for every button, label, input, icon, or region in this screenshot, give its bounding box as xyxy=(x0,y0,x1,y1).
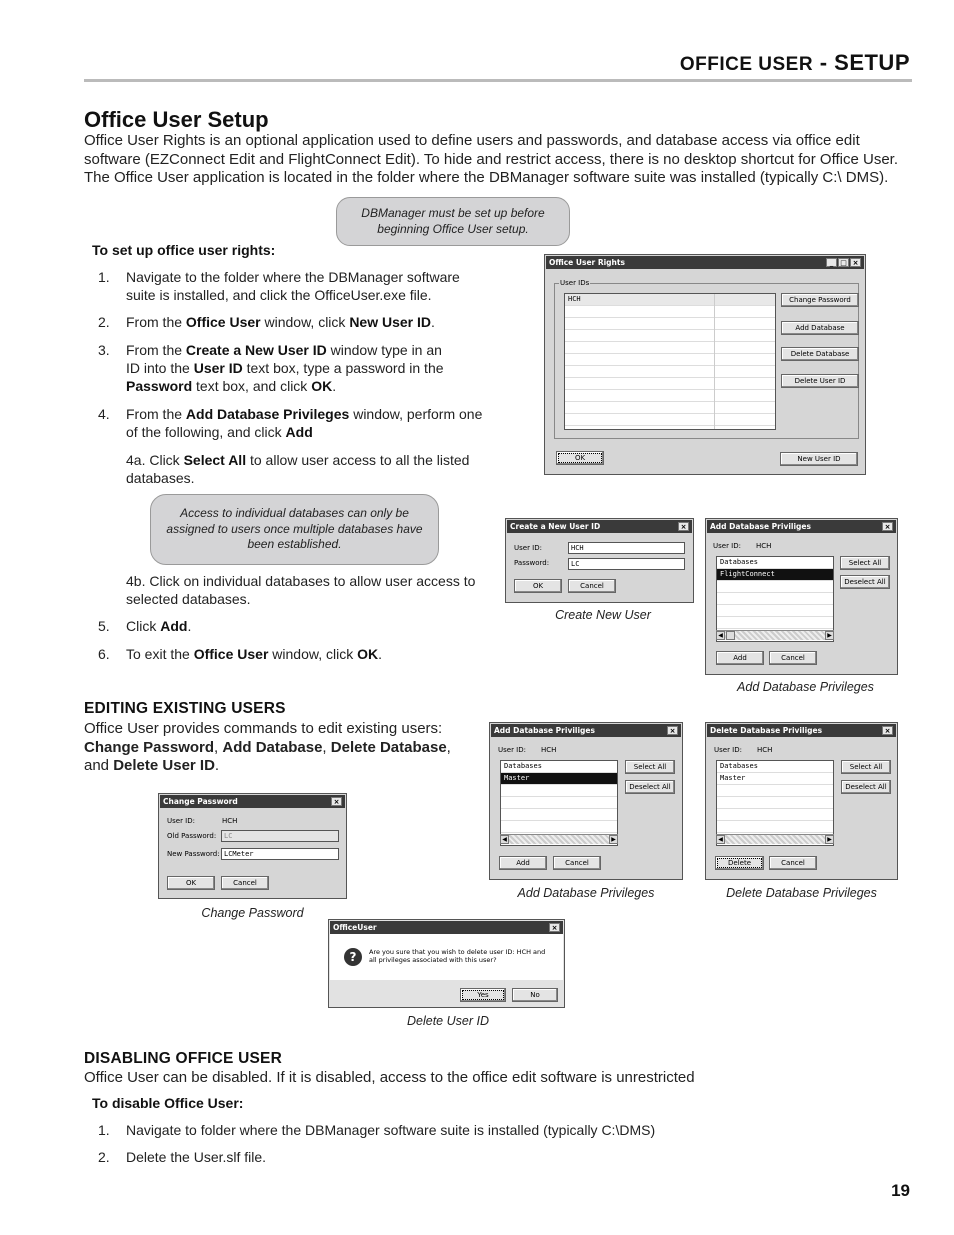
step-text: Navigate to the folder where the DBManager software suite is installed, and click the OfficeUser.exe file. xyxy=(126,269,460,303)
window-title: Add Database Priviliges xyxy=(494,726,595,735)
cancel-button[interactable]: Cancel xyxy=(568,579,616,593)
scroll-right-icon[interactable]: ▶ xyxy=(825,631,834,640)
page-header xyxy=(680,50,910,76)
minimize-icon[interactable]: _ xyxy=(826,258,837,267)
step-text: From the Office User window, click New User ID. xyxy=(126,314,435,330)
horizontal-scrollbar[interactable] xyxy=(716,834,834,844)
ok-button[interactable]: OK xyxy=(556,451,604,465)
header-dash: - xyxy=(819,50,828,75)
window-title: Office User Rights xyxy=(549,258,625,267)
step-4a: 4a. Click Select All to allow user access to all the listed databases. xyxy=(126,452,470,486)
step-text: From the Create a New User ID window type in an ID into the User ID text box, type a password in the Password text box, and click OK. xyxy=(126,342,444,394)
step-text: To exit the Office User window, click OK. xyxy=(126,646,382,662)
list-item[interactable]: Master xyxy=(501,773,617,785)
header-section: OFFICE USER xyxy=(679,54,814,75)
step-number: 3. xyxy=(98,342,110,358)
caption-create-new-user: Create New User xyxy=(555,608,651,622)
user-ids-list[interactable] xyxy=(564,293,776,430)
old-password-label: Old Password: xyxy=(167,832,217,840)
list-item[interactable]: Master xyxy=(717,773,833,785)
step-number: 6. xyxy=(98,646,110,662)
cancel-button[interactable]: Cancel xyxy=(221,876,269,890)
scroll-right-icon[interactable]: ▶ xyxy=(825,835,834,844)
window-title: Add Database Priviliges xyxy=(710,522,811,531)
caption-add-db-privileges-1: Add Database Privileges xyxy=(737,680,874,694)
new-password-field[interactable]: LCMeter xyxy=(221,848,339,860)
change-password-button[interactable]: Change Password xyxy=(781,293,859,307)
cancel-button[interactable]: Cancel xyxy=(769,856,817,870)
step-number: 2. xyxy=(98,1149,110,1165)
old-password-field: LC xyxy=(221,830,339,842)
group-label: User IDs xyxy=(560,279,590,287)
window-titlebar xyxy=(707,724,896,737)
disabling-heading: DISABLING OFFICE USER xyxy=(84,1050,282,1067)
cancel-button[interactable]: Cancel xyxy=(553,856,601,870)
password-field[interactable]: LC xyxy=(568,558,685,570)
office-user-rights-window xyxy=(544,254,866,475)
add-database-button[interactable]: Add Database xyxy=(781,321,859,335)
add-database-privileges-window-2 xyxy=(489,722,683,880)
user-id-value: HCH xyxy=(541,746,557,754)
setup-heading: To set up office user rights: xyxy=(92,242,276,258)
header-title: SETUP xyxy=(834,50,910,75)
window-title: Delete Database Priviliges xyxy=(710,726,823,735)
page-number: 19 xyxy=(891,1181,910,1200)
user-ids-group xyxy=(554,279,859,439)
list-header: Databases xyxy=(717,557,833,569)
cancel-button[interactable]: Cancel xyxy=(769,651,817,665)
window-titlebar xyxy=(507,520,692,533)
step-number: 4. xyxy=(98,406,110,422)
step-4b: 4b. Click on individual databases to allow user access to selected databases. xyxy=(126,573,476,607)
user-id-value: HCH xyxy=(222,817,238,825)
scroll-right-icon[interactable]: ▶ xyxy=(609,835,618,844)
add-database-privileges-window xyxy=(705,518,898,675)
question-icon: ? xyxy=(344,948,362,966)
editing-heading: EDITING EXISTING USERS xyxy=(84,700,286,717)
maximize-icon[interactable]: □ xyxy=(838,258,849,267)
page-title: Office User Setup xyxy=(84,107,269,132)
user-id-label: User ID: xyxy=(713,542,741,550)
window-titlebar xyxy=(546,256,864,269)
deselect-all-button[interactable]: Deselect All xyxy=(841,780,891,794)
window-titlebar xyxy=(707,520,896,533)
delete-database-privileges-window xyxy=(705,722,898,880)
close-icon[interactable]: × xyxy=(882,522,893,531)
list-item[interactable]: FlightConnect xyxy=(717,569,833,581)
step-number: 1. xyxy=(98,1122,110,1138)
user-id-label: User ID: xyxy=(498,746,526,754)
setup-note: DBManager must be set up before beginning Office User setup. xyxy=(336,197,570,246)
editing-paragraph: Office User provides commands to edit existing users: Change Password, Add Database, Delete Database, and Delete User ID. xyxy=(84,720,451,774)
user-id-label: User ID: xyxy=(714,746,742,754)
close-icon[interactable]: × xyxy=(850,258,861,267)
ok-button[interactable]: OK xyxy=(514,579,562,593)
step-text: From the Add Database Privileges window, perform one of the following, and click Add xyxy=(126,406,483,440)
list-header: Databases xyxy=(501,761,617,773)
databases-note: Access to individual databases can only be assigned to users once multiple databases have been established. xyxy=(150,494,439,565)
step-number: 1. xyxy=(98,269,110,285)
step-number: 2. xyxy=(98,314,110,330)
caption-delete-user-id: Delete User ID xyxy=(407,1014,489,1028)
disable-subheading: To disable Office User: xyxy=(92,1095,244,1111)
user-id-label: User ID: xyxy=(167,817,195,825)
no-button[interactable]: No xyxy=(512,988,558,1002)
delete-user-id-button[interactable]: Delete User ID xyxy=(781,374,859,388)
window-title: Create a New User ID xyxy=(510,522,601,531)
step-text: Navigate to folder where the DBManager software suite is installed (typically C:\DMS) xyxy=(126,1122,656,1138)
caption-delete-db-privileges: Delete Database Privileges xyxy=(726,886,877,900)
window-title: OfficeUser xyxy=(333,923,377,932)
user-id-label: User ID: xyxy=(514,544,542,552)
caption-add-db-privileges-2: Add Database Privileges xyxy=(517,886,655,900)
close-icon[interactable]: × xyxy=(331,797,342,806)
close-icon[interactable]: × xyxy=(678,522,689,531)
ok-button[interactable]: OK xyxy=(167,876,215,890)
header-rule xyxy=(84,79,912,82)
step-text: Click Add. xyxy=(126,618,192,634)
delete-user-confirm-window xyxy=(328,919,565,1008)
intro-paragraph: Office User Rights is an optional application used to define users and passwords, and database access via office edit software (EZConnect Edit and FlightConnect Edit). To hide and restrict access, there is no desktop shortcut for Office User. The Office User application is located in the folder where the DBManager software suite was installed (typically C:\ DMS). xyxy=(84,132,898,186)
select-all-button[interactable]: Select All xyxy=(841,760,891,774)
yes-button[interactable]: Yes xyxy=(460,988,506,1002)
new-password-label: New Password: xyxy=(167,850,220,858)
password-label: Password: xyxy=(514,559,550,567)
list-header: Databases xyxy=(717,761,833,773)
scroll-left-icon[interactable]: ◀ xyxy=(500,835,509,844)
select-all-button[interactable]: Select All xyxy=(840,556,890,570)
list-item[interactable]: HCH xyxy=(565,294,775,306)
delete-database-button[interactable]: Delete Database xyxy=(781,347,859,361)
add-button[interactable]: Add xyxy=(499,856,547,870)
horizontal-scrollbar[interactable] xyxy=(500,834,618,844)
disabling-paragraph: Office User can be disabled. If it is disabled, access to the office edit software is unrestricted xyxy=(84,1069,695,1086)
close-icon[interactable]: × xyxy=(667,726,678,735)
horizontal-scrollbar[interactable] xyxy=(716,630,834,640)
step-text: Delete the User.slf file. xyxy=(126,1149,267,1165)
window-titlebar xyxy=(491,724,681,737)
deselect-all-button[interactable]: Deselect All xyxy=(625,780,675,794)
scroll-left-icon[interactable]: ◀ xyxy=(716,835,725,844)
step-number: 5. xyxy=(98,618,110,634)
user-id-value: HCH xyxy=(757,746,773,754)
new-user-id-button[interactable]: New User ID xyxy=(780,452,858,466)
scroll-left-icon[interactable]: ◀ xyxy=(716,631,725,640)
deselect-all-button[interactable]: Deselect All xyxy=(840,575,890,589)
delete-button[interactable]: Delete xyxy=(715,856,764,870)
caption-change-password: Change Password xyxy=(201,906,304,920)
user-id-value: HCH xyxy=(756,542,772,550)
close-icon[interactable]: × xyxy=(549,923,560,932)
confirm-message: Are you sure that you wish to delete user ID: HCH and all privileges associated with this user? xyxy=(369,948,546,964)
create-new-user-window xyxy=(505,518,694,603)
change-password-window xyxy=(158,793,347,899)
add-button[interactable]: Add xyxy=(716,651,764,665)
window-title: Change Password xyxy=(163,797,238,806)
close-icon[interactable]: × xyxy=(882,726,893,735)
window-titlebar xyxy=(330,921,563,934)
select-all-button[interactable]: Select All xyxy=(625,760,675,774)
user-id-field[interactable]: HCH xyxy=(568,542,685,554)
window-titlebar xyxy=(160,795,345,808)
